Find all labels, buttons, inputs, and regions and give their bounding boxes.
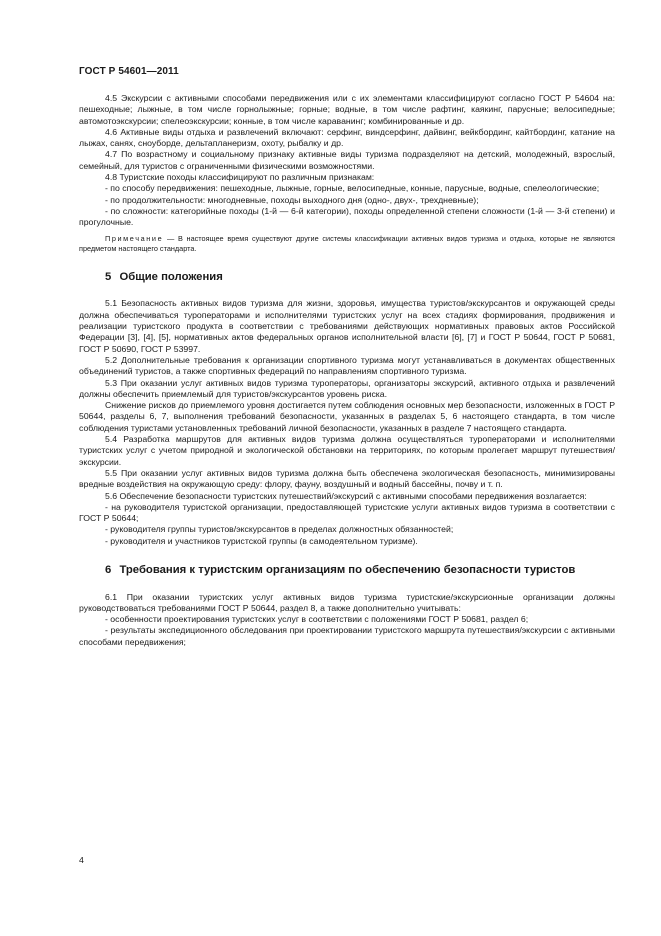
paragraph-4-6: 4.6 Активные виды отдыха и развлечений включают: серфинг, виндсерфинг, дайвинг, вейкбординг, кайтбординг, катание на лыжах, санях, сноуборде, дельтапланеризм, охоту, рыбалку и др. [79,126,615,149]
section-5-heading [105,270,615,285]
list-item: - особенности проектирования туристских услуг в соответствии с положениями ГОСТ Р 50681, раздел 6; [105,614,529,625]
list-item: - по сложности: категорийные походы (1-й — 6-й категории), походы определенной степени сложности (1-й — 3-й степени) и прогулочные. [79,205,615,228]
paragraph-5-2: 5.2 Дополнительные требования к организации спортивного туризма могут устанавливаться в документах общественных объединений туристов, а также спортивных федераций по направлениям спортивного туризма. [79,354,615,377]
section-number: 6 [105,564,112,576]
document-header: ГОСТ Р 54601—2011 [79,66,179,77]
paragraph-5-3: 5.3 При оказании услуг активных видов туризма туроператоры, организаторы экскурсий, активного отдыха и развлечений должны обеспечить приемлемый для туристов/экскурсантов уровень риска. [79,377,615,399]
paragraph-5-4: 5.4 Разработка маршрутов для активных видов туризма должна осуществляться туроператорами и исполнителями туристских услуг с учетом природной и экологической обстановки на территориях, по которым пролегает маршрут путешествия/экскурсии. [79,434,615,467]
list-item: - результаты экспедиционного обследования при проектировании туристского маршрута путешествия/экскурсии с активными способами передвижения; [79,625,615,647]
list-item: - руководителя и участников туристской группы (в самодеятельном туризме). [105,535,418,546]
note-text: — В настоящее время существуют другие системы классификации активных видов туризма и отдыха, которые не являются предметом настоящего стандарта. [79,233,615,253]
section-title: Требования к туристским организациям по обеспечению безопасности туристов [119,564,576,576]
list-item: - по способу передвижения: пешеходные, лыжные, горные, велосипедные, конные, парусные, водные, спелеологические; [105,183,600,194]
section-number: 5 [105,270,112,283]
paragraph-5-3-cont: Снижение рисков до приемлемого уровня достигается путем соблюдения основных мер безопасности, изложенных в ГОСТ Р 50644, разделы 6, 7, выполнения требований безопасности, указанных в разделах 5, 6 настоящего стандарта, в том числе соблюдения туристами установленных требований личной безопасности, указанных в разделе 7 настоящего стандарта. [79,400,615,433]
paragraph-5-5: 5.5 При оказании услуг активных видов туризма должна быть обеспечена экологическая безопасность, минимизированы вредные воздействия на окружающую среду: флору, фауну, воздушный и водный бассейны, почву и т. п. [79,467,615,490]
paragraph-5-6: 5.6 Обеспечение безопасности туристских путешествий/экскурсий с активными способами передвижения возлагается: [105,490,587,501]
section-title: Общие положения [119,270,223,283]
list-item: - по продолжительности: многодневные, походы выходного дня (одно-, двух-, трехдневные); [105,194,479,205]
page-number: 4 [79,855,84,865]
paragraph-4-8: 4.8 Туристские походы классифицируют по различным признакам: [105,172,375,183]
section-6-heading [105,563,615,578]
paragraph-4-5: 4.5 Экскурсии с активными способами передвижения или с их элементами классифицируют согласно ГОСТ Р 54604 на: пешеходные; лыжные, в том числе горнолыжные; горные; водные, в том числе рафтинг, каякинг, парусные; велосипедные; автомотоэкскурсии; спелеоэкскурсии; конные, в том числе караванинг; комбинированные и др. [79,93,615,126]
document-body [79,93,615,648]
paragraph-4-7: 4.7 По возрастному и социальному признаку активные виды туризма подразделяют на детский, молодежный, взрослый, семейный, для туристов с ограниченными физическими возможностями. [79,149,615,171]
note-label: Примечание [105,233,164,243]
paragraph-6-1: 6.1 При оказании туристских услуг активных видов туризма туристские/экскурсионные организации должны руководствоваться требованиями ГОСТ Р 50644, раздел 8, а также дополнительно учитывать: [79,591,615,613]
list-item: - руководителя группы туристов/экскурсантов в пределах должностных обязанностей; [105,524,454,535]
note-paragraph [79,234,615,254]
paragraph-5-1: 5.1 Безопасность активных видов туризма для жизни, здоровья, имущества туристов/экскурсантов и окружающей среды должна обеспечиваться туроператорами и исполнителями туристских услуг на всех стадиях формирования, продвижения и реализации туристского продукта в соответствии с требованиями действующих нормативных правовых актов Российской Федерации [3], [4], [5], нормативных актов федеральных органов исполнительной власти [6], [7] и ГОСТ Р 50644, ГОСТ Р 50681, ГОСТ Р 50690, ГОСТ Р 53997. [79,298,615,354]
list-item: - на руководителя туристской организации, предоставляющей туристские услуги активных видов туризма в соответствии с ГОСТ Р 50644; [79,501,615,524]
